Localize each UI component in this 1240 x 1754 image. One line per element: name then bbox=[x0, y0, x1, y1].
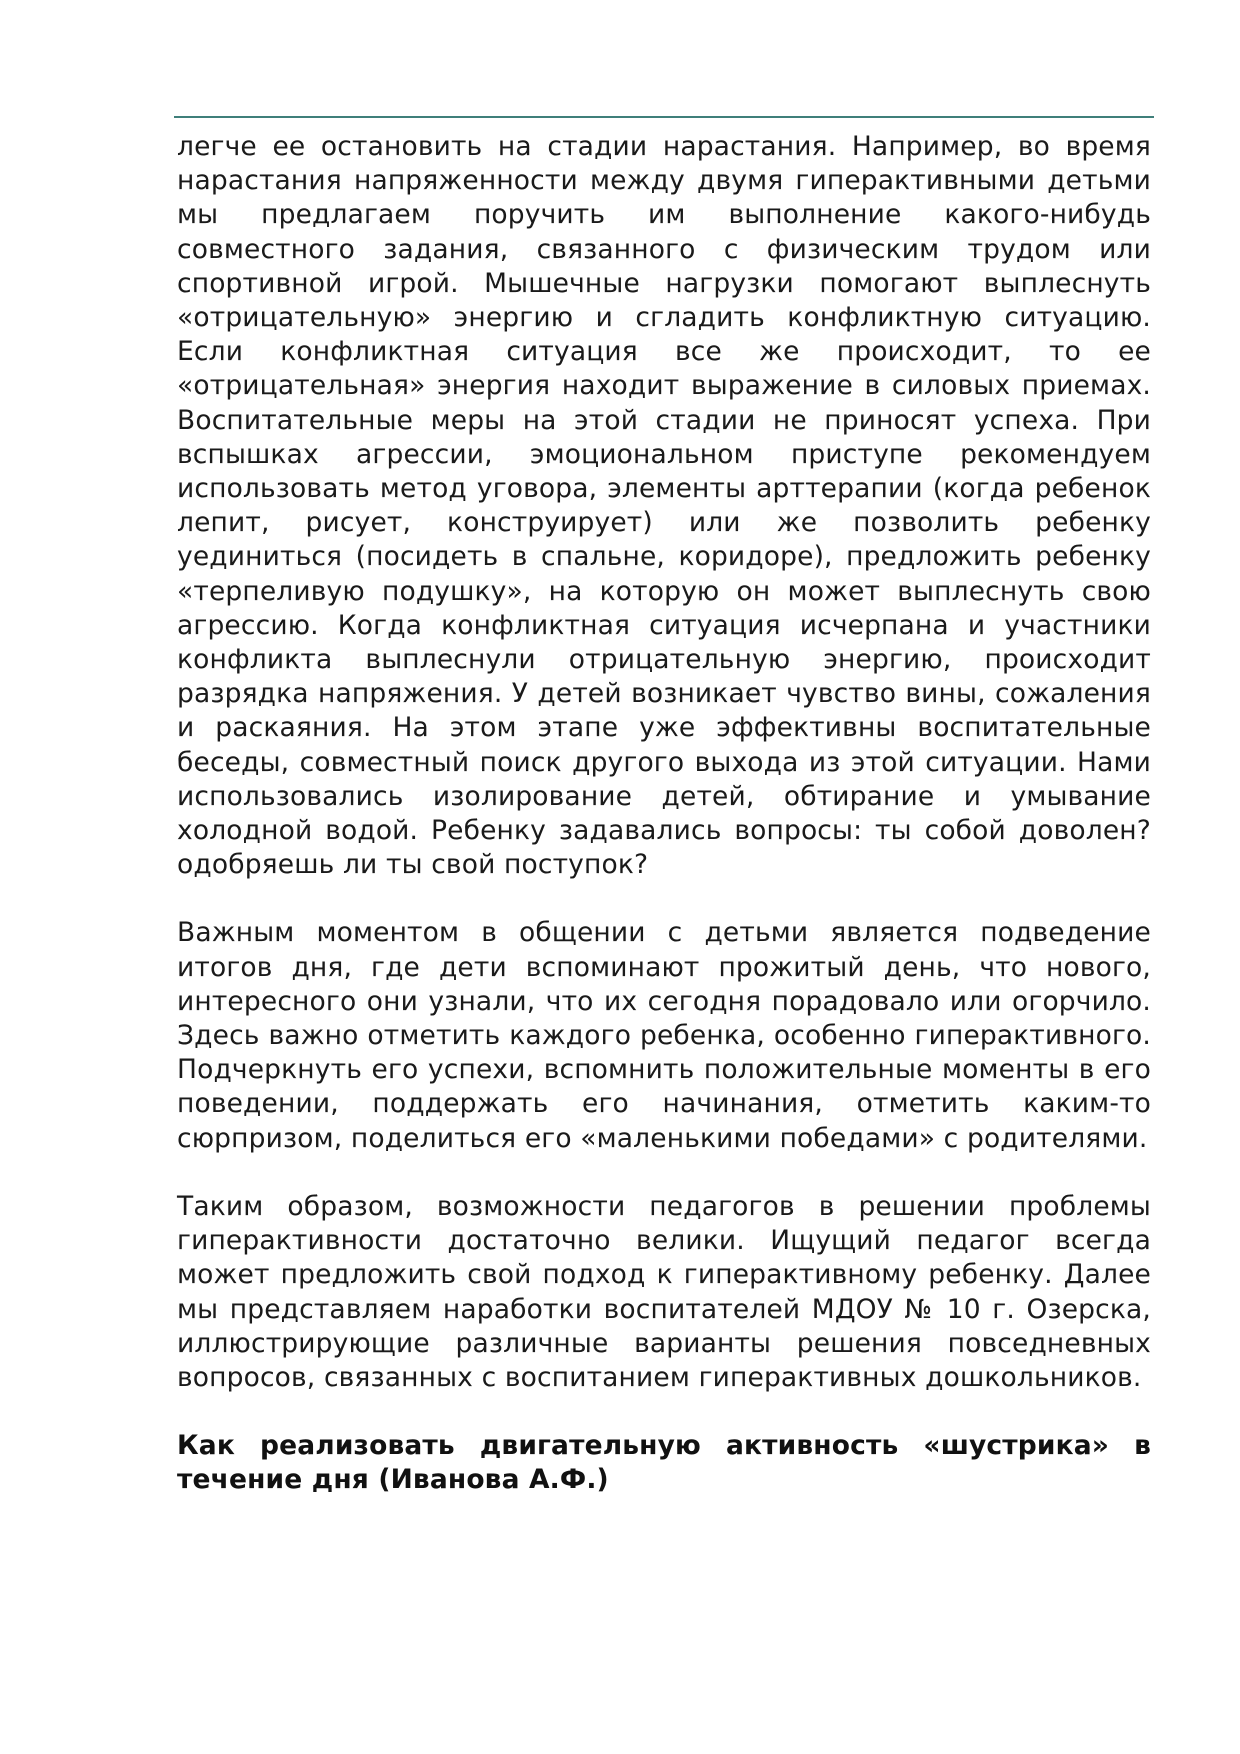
paragraph-conflict-stages: легче ее остановить на стадии нарастания. Например, во время нарастания напряженности между двумя гиперактивными детьми мы предлагаем поручить им выполнение какого-нибудь совместного задания, связанного с физическим трудом или спортивной игрой. Мышечные нагрузки помогают выплеснуть «отрицательную» энергию и сгладить конфликтную ситуацию. Если конфликтная ситуация все же происходит, то ее «отрицательная» энергия находит выражение в силовых приемах. Воспитательные меры на этой стадии не приносят успеха. При вспышках агрессии, эмоциональном приступе рекомендуем использовать метод уговора, элементы арттерапии (когда ребенок лепит, рисует, конструирует) или же позволить ребенку уединиться (посидеть в спальне, коридоре), предложить ребенку «терпеливую подушку», на которую он может выплеснуть свою агрессию. Когда конфликтная ситуация исчерпана и участники конфликта выплеснули отрицательную энергию, происходит разрядка напряжения. У детей возникает чувство вины, сожаления и раскаяния. На этом этапе уже эффективны воспитательные беседы, совместный поиск другого выхода из этой ситуации. Нами использовались изолирование детей, обтирание и умывание холодной водой. Ребенку задавались вопросы: ты собой доволен? одобряешь ли ты свой поступок? bbox=[177, 131, 1151, 881]
section-heading: Как реализовать двигательную активность «шустрика» в течение дня (Иванова А.Ф.) bbox=[177, 1430, 1151, 1496]
paragraph-day-summary: Важным моментом в общении с детьми является подведение итогов дня, где дети вспоминают прожитый день, что нового, интересного они узнали, что их сегодня порадовало или огорчило. Здесь важно отметить каждого ребенка, особенно гиперактивного. Подчеркнуть его успехи, вспомнить положительные моменты в его поведении, поддержать его начинания, отметить каким-то сюрпризом, поделиться его «маленькими победами» с родителями. bbox=[177, 917, 1151, 1154]
page-content bbox=[177, 130, 1151, 1498]
header-rule bbox=[174, 116, 1154, 118]
paragraph-conclusion: Таким образом, возможности педагогов в решении проблемы гиперактивности достаточно велики. Ищущий педагог всегда может предложить свой подход к гиперактивному ребенку. Далее мы представляем наработки воспитателей МДОУ № 10 г. Озерска, иллюстрирующие различные варианты решения повседневных вопросов, связанных с воспитанием гиперактивных дошкольников. bbox=[177, 1190, 1151, 1393]
